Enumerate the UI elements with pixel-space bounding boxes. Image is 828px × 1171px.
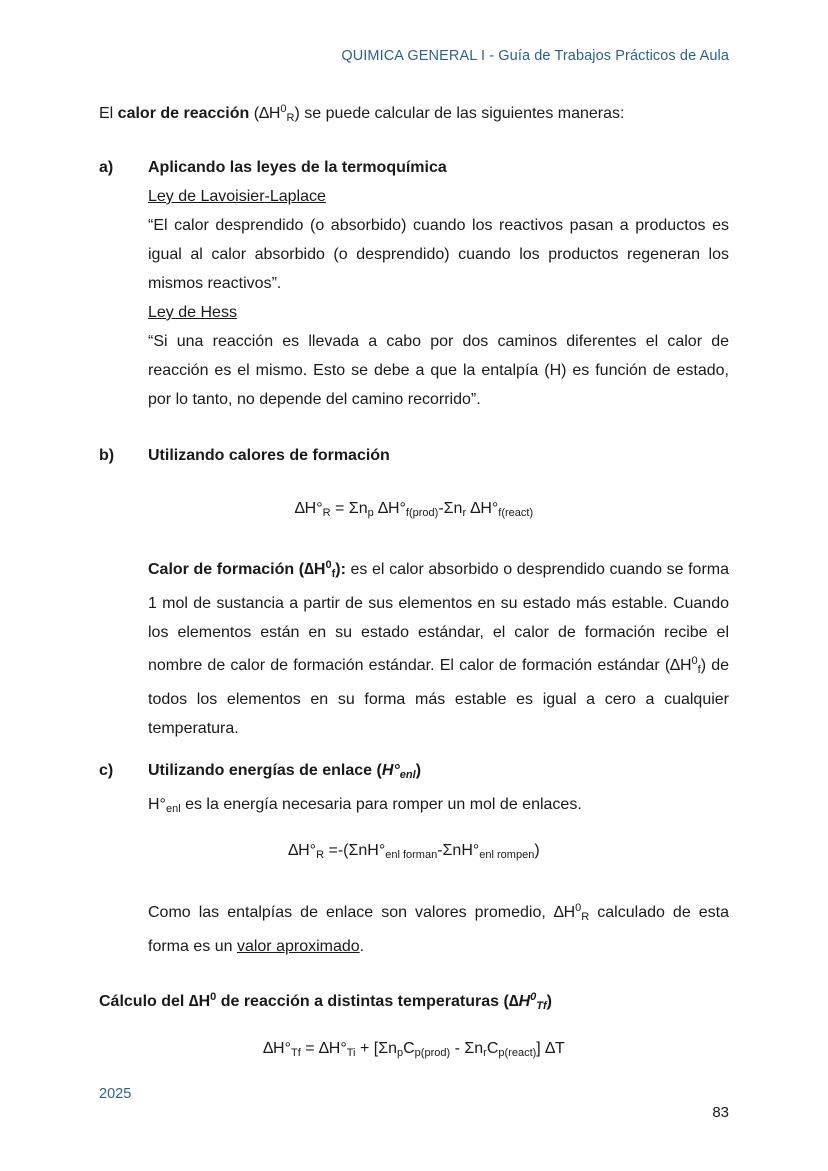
section-c (99, 756, 729, 824)
section-b-letter: b) (99, 447, 115, 464)
temperature-heading: Cálculo del $\Delta H^0$ de reacción a distintas temperaturas $(\Delta H^0_{Tf})$ (99, 991, 552, 1012)
section-a-heading: Aplicando las leyes de la termoquímica (148, 159, 447, 176)
section-b (99, 441, 729, 470)
law-hess-text: “Si una reacción es llevada a cabo por dos caminos diferentes el calor de reacción es el mismo. Esto se debe a que la entalpía (H) es función de estado, por lo tanto, no depende del camino recorrido”. (148, 333, 729, 408)
section-a (99, 153, 729, 414)
formula-temperature: $\Delta H^\circ_{Tf} = \Delta H^\circ_{Ti} + [\Sigma n_pC_{p(prod)} - \Sigma n_rC_{p(react)}]$ ∆T (263, 1040, 565, 1059)
section-c-definition: $H^\circ_{enl}$ es la energía necesaria para romper un mol de enlaces. (148, 796, 582, 815)
section-c-letter: c) (99, 762, 114, 779)
law-lavoisier-title: Ley de Lavoisier-Laplace (148, 188, 326, 205)
formula-formation: $\Delta H^\circ_R = \Sigma n_p$ $\Delta H^\circ_{f(prod)}-\Sigma n_r$ $\Delta H^\circ_{f(react)}$ (294, 500, 534, 519)
intro-bold: calor de reacción (117, 105, 250, 122)
law-hess-title: Ley de Hess (148, 304, 237, 321)
formula-bond-energy: $\Delta H^\circ_R =-(\Sigma nH^\circ_{enl forman}-\Sigma nH^\circ_{enl rompen})$ (288, 842, 540, 861)
section-c-heading: Utilizando energías de enlace $(H^\circ_{enl})$ (148, 762, 422, 781)
law-lavoisier-text: “El calor desprendido (o absorbido) cuando los reactivos pasan a productos es igual al calor absorbido (o desprendido) cuando los productos regeneran los mismos reactivos”. (148, 217, 729, 292)
formation-definition: Calor de formación $(\Delta H^0_f)$: es el calor absorbido o desprendido cuando se forma 1 mol de sustancia a partir de sus elementos en su estado más estable. Cuando los elementos están en su estado estándar, el calor de formación recibe el nombre de calor de formación estándar. El calor de formación estándar $(\Delta H^0_f)$ de todos los elementos en su forma más estable es igual a cero a cualquier temperatura. (148, 559, 729, 737)
section-a-letter: a) (99, 159, 114, 176)
intro-paragraph: El calor de reacción $(\Delta H^0_R)$ se puede calcular de las siguientes maneras: (99, 103, 625, 124)
bond-energy-note: Como las entalpías de enlace son valores promedio, $\Delta H^0_R$ calculado de esta forma es un valor aproximado. (148, 902, 729, 955)
running-header: QUIMICA GENERAL I - Guía de Trabajos Prácticos de Aula (341, 48, 729, 64)
page-number: 83 (712, 1104, 729, 1121)
section-b-heading: Utilizando calores de formación (148, 447, 390, 464)
footer-year: 2025 (99, 1086, 132, 1102)
